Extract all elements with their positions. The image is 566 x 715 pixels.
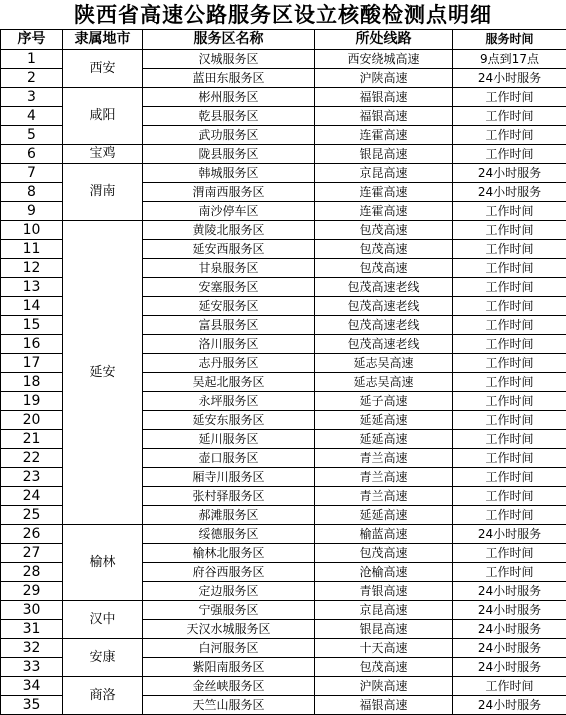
cell-area: 紫阳南服务区	[143, 658, 315, 677]
cell-area: 乾县服务区	[143, 107, 315, 126]
cell-time: 工作时间	[453, 145, 566, 164]
cell-no: 33	[1, 658, 63, 677]
cell-road: 京昆高速	[315, 164, 453, 183]
cell-road: 延志吴高速	[315, 354, 453, 373]
cell-no: 22	[1, 449, 63, 468]
cell-time: 24小时服务	[453, 658, 566, 677]
header-area: 服务区名称	[143, 30, 315, 50]
cell-no: 25	[1, 506, 63, 525]
service-area-table	[0, 29, 566, 715]
cell-city: 咸阳	[63, 88, 143, 145]
cell-area: 志丹服务区	[143, 354, 315, 373]
cell-no: 16	[1, 335, 63, 354]
cell-city: 延安	[63, 221, 143, 525]
cell-no: 19	[1, 392, 63, 411]
cell-time: 工作时间	[453, 392, 566, 411]
cell-no: 30	[1, 601, 63, 620]
document-title: 陕西省高速公路服务区设立核酸检测点明细	[0, 0, 566, 29]
cell-no: 3	[1, 88, 63, 107]
cell-road: 榆蓝高速	[315, 525, 453, 544]
cell-area: 彬州服务区	[143, 88, 315, 107]
cell-no: 29	[1, 582, 63, 601]
cell-time: 工作时间	[453, 468, 566, 487]
cell-no: 2	[1, 69, 63, 88]
cell-area: 延安服务区	[143, 297, 315, 316]
cell-time: 工作时间	[453, 335, 566, 354]
cell-no: 12	[1, 259, 63, 278]
cell-time: 工作时间	[453, 563, 566, 582]
cell-area: 永坪服务区	[143, 392, 315, 411]
cell-time: 工作时间	[453, 506, 566, 525]
cell-city: 西安	[63, 50, 143, 88]
cell-road: 沪陕高速	[315, 69, 453, 88]
cell-road: 包茂高速	[315, 658, 453, 677]
cell-no: 26	[1, 525, 63, 544]
cell-time: 工作时间	[453, 449, 566, 468]
cell-area: 延川服务区	[143, 430, 315, 449]
header-road: 所处线路	[315, 30, 453, 50]
cell-time: 工作时间	[453, 202, 566, 221]
cell-time: 24小时服务	[453, 525, 566, 544]
cell-road: 银昆高速	[315, 145, 453, 164]
cell-road: 包茂高速老线	[315, 316, 453, 335]
cell-area: 金丝峡服务区	[143, 677, 315, 696]
cell-no: 27	[1, 544, 63, 563]
cell-no: 34	[1, 677, 63, 696]
cell-area: 蓝田东服务区	[143, 69, 315, 88]
cell-road: 延延高速	[315, 506, 453, 525]
cell-time: 工作时间	[453, 354, 566, 373]
table-row	[1, 525, 566, 544]
cell-road: 延子高速	[315, 392, 453, 411]
cell-area: 武功服务区	[143, 126, 315, 145]
cell-no: 6	[1, 145, 63, 164]
header-time: 服务时间	[453, 30, 566, 50]
cell-time: 24小时服务	[453, 696, 566, 715]
cell-road: 延延高速	[315, 411, 453, 430]
table-row	[1, 677, 566, 696]
cell-area: 延安西服务区	[143, 240, 315, 259]
cell-area: 定边服务区	[143, 582, 315, 601]
cell-time: 工作时间	[453, 677, 566, 696]
cell-no: 28	[1, 563, 63, 582]
table-row	[1, 639, 566, 658]
cell-time: 24小时服务	[453, 69, 566, 88]
cell-time: 工作时间	[453, 411, 566, 430]
cell-area: 白河服务区	[143, 639, 315, 658]
cell-no: 31	[1, 620, 63, 639]
cell-area: 韩城服务区	[143, 164, 315, 183]
cell-road: 包茂高速老线	[315, 297, 453, 316]
cell-area: 汉城服务区	[143, 50, 315, 69]
cell-road: 西安绕城高速	[315, 50, 453, 69]
cell-time: 工作时间	[453, 126, 566, 145]
cell-area: 天汉水城服务区	[143, 620, 315, 639]
cell-time: 24小时服务	[453, 183, 566, 202]
cell-time: 9点到17点	[453, 50, 566, 69]
cell-city: 渭南	[63, 164, 143, 221]
cell-city: 安康	[63, 639, 143, 677]
cell-no: 13	[1, 278, 63, 297]
table-row	[1, 88, 566, 107]
cell-time: 工作时间	[453, 430, 566, 449]
cell-road: 沧榆高速	[315, 563, 453, 582]
cell-no: 9	[1, 202, 63, 221]
cell-area: 吴起北服务区	[143, 373, 315, 392]
cell-road: 青兰高速	[315, 468, 453, 487]
cell-road: 包茂高速	[315, 259, 453, 278]
header-no: 序号	[1, 30, 63, 50]
cell-area: 厢寺川服务区	[143, 468, 315, 487]
cell-time: 工作时间	[453, 240, 566, 259]
cell-area: 壶口服务区	[143, 449, 315, 468]
cell-road: 青兰高速	[315, 487, 453, 506]
cell-area: 天竺山服务区	[143, 696, 315, 715]
cell-time: 工作时间	[453, 221, 566, 240]
table-row	[1, 601, 566, 620]
cell-road: 延志吴高速	[315, 373, 453, 392]
cell-road: 十天高速	[315, 639, 453, 658]
cell-area: 渭南西服务区	[143, 183, 315, 202]
cell-road: 京昆高速	[315, 601, 453, 620]
cell-city: 商洛	[63, 677, 143, 715]
cell-area: 延安东服务区	[143, 411, 315, 430]
cell-road: 福银高速	[315, 107, 453, 126]
cell-no: 14	[1, 297, 63, 316]
cell-road: 包茂高速老线	[315, 278, 453, 297]
cell-city: 宝鸡	[63, 145, 143, 164]
cell-no: 8	[1, 183, 63, 202]
cell-area: 黄陵北服务区	[143, 221, 315, 240]
cell-no: 18	[1, 373, 63, 392]
table-body	[1, 50, 566, 715]
cell-road: 福银高速	[315, 88, 453, 107]
table-row	[1, 164, 566, 183]
cell-area: 甘泉服务区	[143, 259, 315, 278]
cell-road: 包茂高速	[315, 240, 453, 259]
table-row	[1, 221, 566, 240]
cell-road: 延延高速	[315, 430, 453, 449]
cell-time: 24小时服务	[453, 164, 566, 183]
cell-road: 连霍高速	[315, 202, 453, 221]
cell-time: 工作时间	[453, 88, 566, 107]
cell-time: 工作时间	[453, 107, 566, 126]
cell-time: 工作时间	[453, 487, 566, 506]
cell-area: 陇县服务区	[143, 145, 315, 164]
cell-time: 24小时服务	[453, 582, 566, 601]
cell-no: 32	[1, 639, 63, 658]
cell-no: 7	[1, 164, 63, 183]
cell-time: 24小时服务	[453, 620, 566, 639]
cell-no: 24	[1, 487, 63, 506]
cell-city: 榆林	[63, 525, 143, 601]
cell-area: 榆林北服务区	[143, 544, 315, 563]
cell-time: 工作时间	[453, 373, 566, 392]
cell-time: 工作时间	[453, 259, 566, 278]
cell-area: 绥德服务区	[143, 525, 315, 544]
cell-time: 24小时服务	[453, 601, 566, 620]
cell-road: 连霍高速	[315, 183, 453, 202]
cell-road: 青兰高速	[315, 449, 453, 468]
cell-road: 包茂高速	[315, 221, 453, 240]
header-city: 隶属地市	[63, 30, 143, 50]
cell-no: 35	[1, 696, 63, 715]
cell-time: 24小时服务	[453, 639, 566, 658]
cell-city: 汉中	[63, 601, 143, 639]
cell-area: 宁强服务区	[143, 601, 315, 620]
table-row	[1, 145, 566, 164]
cell-area: 张村驿服务区	[143, 487, 315, 506]
cell-no: 15	[1, 316, 63, 335]
cell-road: 福银高速	[315, 696, 453, 715]
cell-area: 洛川服务区	[143, 335, 315, 354]
cell-time: 工作时间	[453, 278, 566, 297]
cell-road: 包茂高速	[315, 544, 453, 563]
cell-time: 工作时间	[453, 544, 566, 563]
cell-no: 1	[1, 50, 63, 69]
table-row	[1, 50, 566, 69]
cell-road: 青银高速	[315, 582, 453, 601]
cell-no: 4	[1, 107, 63, 126]
cell-road: 银昆高速	[315, 620, 453, 639]
cell-no: 10	[1, 221, 63, 240]
cell-road: 包茂高速老线	[315, 335, 453, 354]
cell-time: 工作时间	[453, 316, 566, 335]
cell-area: 南沙停车区	[143, 202, 315, 221]
cell-no: 21	[1, 430, 63, 449]
cell-area: 府谷西服务区	[143, 563, 315, 582]
cell-no: 23	[1, 468, 63, 487]
cell-area: 安塞服务区	[143, 278, 315, 297]
cell-road: 沪陕高速	[315, 677, 453, 696]
header-row	[1, 30, 566, 50]
cell-time: 工作时间	[453, 297, 566, 316]
cell-no: 17	[1, 354, 63, 373]
cell-no: 11	[1, 240, 63, 259]
cell-no: 5	[1, 126, 63, 145]
cell-area: 富县服务区	[143, 316, 315, 335]
cell-no: 20	[1, 411, 63, 430]
cell-area: 郝滩服务区	[143, 506, 315, 525]
cell-road: 连霍高速	[315, 126, 453, 145]
